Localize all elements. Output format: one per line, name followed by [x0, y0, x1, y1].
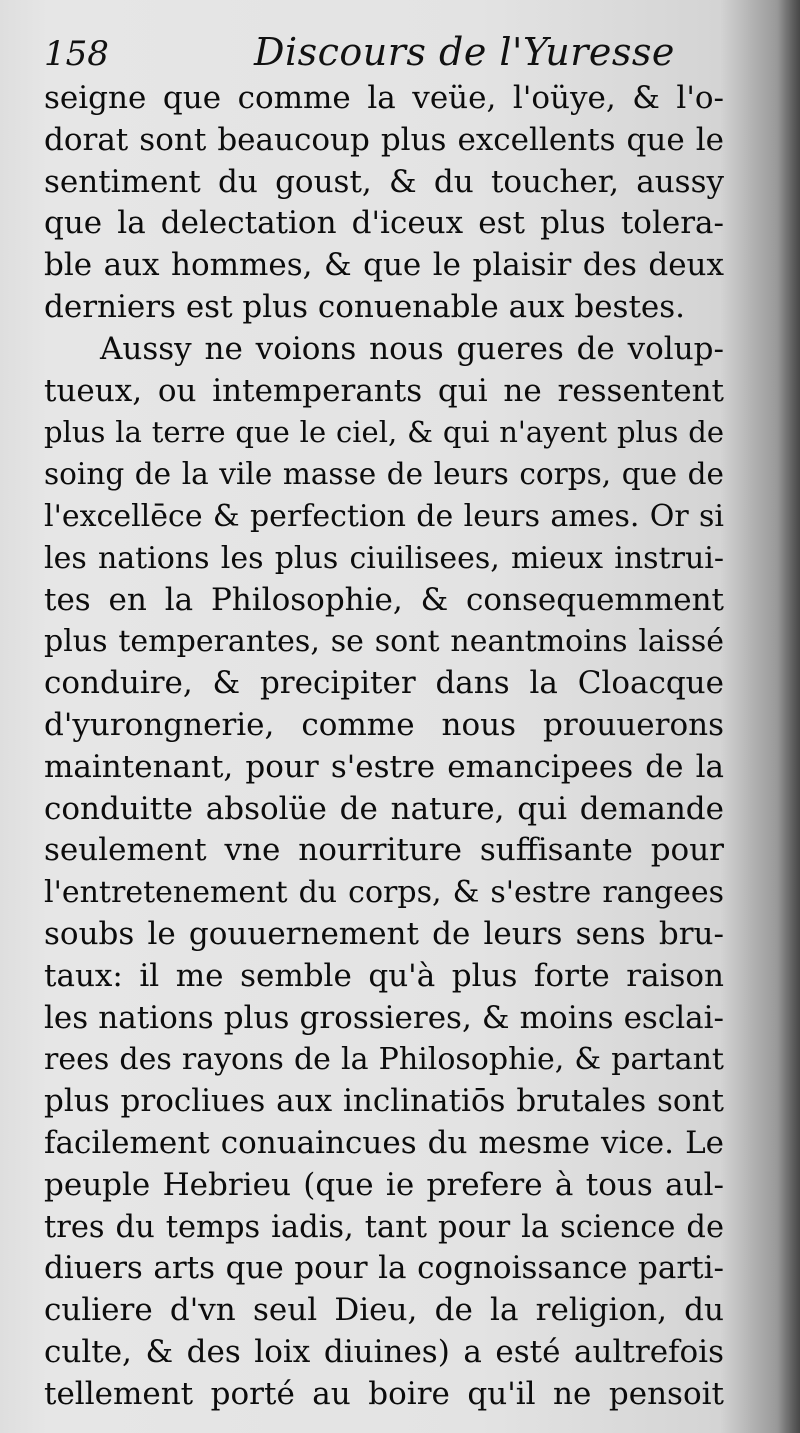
- paragraph-first-line: Aussy ne voions nous gueres de volup-: [100, 330, 724, 367]
- text-line: rees des rayons de la Philosophie, & partant: [44, 1042, 724, 1078]
- text-line: conduire, & precipiter dans la Cloacque: [44, 665, 724, 702]
- text-line: maintenant, pour s'estre emancipees de la: [44, 748, 724, 785]
- text-line: tellement porté au boire qu'il ne pensoit: [44, 1375, 724, 1412]
- text-line: que la delectation d'iceux est plus tolera-: [44, 205, 724, 242]
- text-line: culte, & des loix diuines) a esté aultrefois: [44, 1333, 724, 1370]
- text-line: l'entretenement du corps, & s'estre rangees: [44, 875, 724, 911]
- page-header: [44, 30, 744, 78]
- body-text: [44, 78, 724, 1416]
- text-line: facilement conuaincues du mesme vice. Le: [44, 1124, 724, 1161]
- text-line: tueux, ou intemperants qui ne ressentent: [44, 372, 724, 409]
- text-line: tes en la Philosophie, & consequemment: [44, 581, 724, 618]
- text-line: plus la terre que le ciel, & qui n'ayent plus de: [44, 415, 724, 450]
- text-line: peuple Hebrieu (que ie prefere à tous aul-: [44, 1166, 724, 1203]
- text-line: derniers est plus conuenable aux bestes.: [44, 288, 686, 325]
- text-line: seulement vne nourriture suffisante pour: [44, 832, 724, 869]
- text-line: conduitte absolüe de nature, qui demande: [44, 790, 724, 827]
- text-line: tres du temps iadis, tant pour la science de: [44, 1209, 724, 1245]
- text-line: culiere d'vn seul Dieu, de la religion, du: [44, 1292, 724, 1329]
- text-line: les nations les plus ciuilisees, mieux instrui-: [44, 540, 724, 576]
- text-line: soubs le gouuernement de leurs sens bru-: [44, 915, 724, 952]
- text-line: plus temperantes, se sont neantmoins laissé: [44, 624, 724, 660]
- text-line: ble aux hommes, & que le plaisir des deux: [44, 247, 724, 284]
- text-line: seigne que comme la veüe, l'oüye, & l'o-: [44, 80, 724, 116]
- text-line: taux: il me semble qu'à plus forte raison: [44, 957, 724, 994]
- running-title: Discours de l'Yuresse: [254, 30, 675, 74]
- text-line: diuers arts que pour la cognoissance parti-: [44, 1250, 724, 1287]
- text-line: les nations plus grossieres, & moins esclai-: [44, 999, 724, 1036]
- text-line: dorat sont beaucoup plus excellents que le: [44, 121, 724, 158]
- text-line: plus procliues aux inclinatiōs brutales sont: [44, 1083, 724, 1120]
- text-line: l'excellēce & perfection de leurs ames. Or si: [44, 498, 724, 534]
- page-number: 158: [44, 34, 109, 74]
- text-line: d'yurongnerie, comme nous prouuerons: [44, 706, 724, 743]
- text-line: soing de la vile masse de leurs corps, que de: [44, 457, 724, 492]
- text-line: sentiment du goust, & du toucher, aussy: [44, 163, 724, 200]
